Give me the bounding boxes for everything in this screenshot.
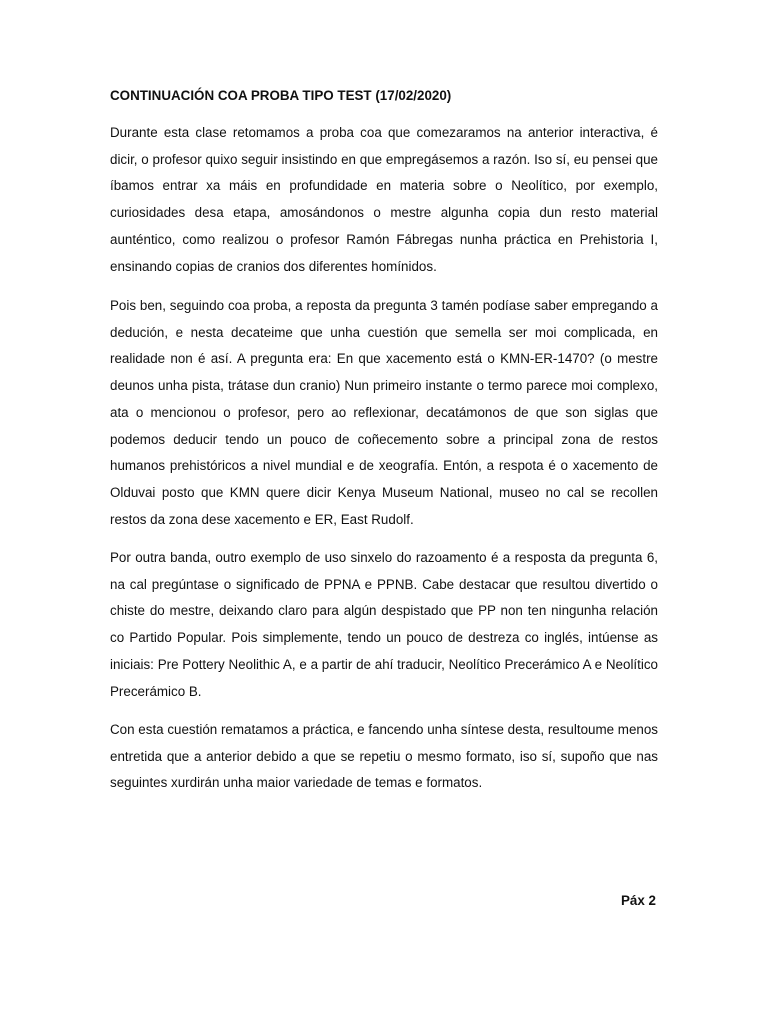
paragraph-1: Durante esta clase retomamos a proba coa que comezaramos na anterior interactiva, é dicir, o profesor quixo seguir insistindo en que empregásemos a razón. Iso sí, eu pensei que íbamos entrar xa máis en profundidade en materia sobre o Neolítico, por exemplo, curiosidades desa etapa, amosándonos o mestre algunha copia dun resto material aunténtico, como realizou o profesor Ramón Fábregas nunha práctica en Prehistoria I, ensinando copias de cranios dos diferentes homínidos. [110, 125, 658, 274]
page-number: Páx 2 [621, 893, 656, 908]
paragraph-2: Pois ben, seguindo coa proba, a reposta da pregunta 3 tamén podíase saber empregando a dedución, e nesta decateime que unha cuestión que semella ser moi complicada, en realidade non é así. A pregunta era: En que xacemento está o KMN-ER-1470? (o mestre deunos unha pista, trátase dun cranio) Nun primeiro instante o termo parece moi complexo, ata o mencionou o profesor, pero ao reflexionar, decatámonos de que son siglas que podemos deducir tendo un pouco de coñecemento sobre a principal zona de restos humanos prehistóricos a nivel mundial e de xeografía. Entón, a respota é o xacemento de Olduvai posto que KMN quere dicir Kenya Museum National, museo no cal se recollen restos da zona dese xacemento e ER, East Rudolf. [110, 298, 658, 527]
paragraph-3: Por outra banda, outro exemplo de uso sinxelo do razoamento é a resposta da pregunta 6, na cal pregúntase o significado de PPNA e PPNB. Cabe destacar que resultou divertido o chiste do mestre, deixando claro para algún despistado que PP non ten ningunha relación co Partido Popular. Pois simplemente, tendo un pouco de destreza co inglés, intúense as iniciais: Pre Pottery Neolithic A, e a partir de ahí traducir, Neolítico Precerámico A e Neolítico Precerámico B. [110, 550, 658, 699]
paragraph-4: Con esta cuestión rematamos a práctica, e fancendo unha síntese desta, resultoume menos entretida que a anterior debido a que se repetiu o mesmo formato, iso sí, supoño que nas seguintes xurdirán unha maior variedade de temas e formatos. [110, 722, 658, 791]
document-title: CONTINUACIÓN COA PROBA TIPO TEST (17/02/2020) [110, 88, 452, 103]
